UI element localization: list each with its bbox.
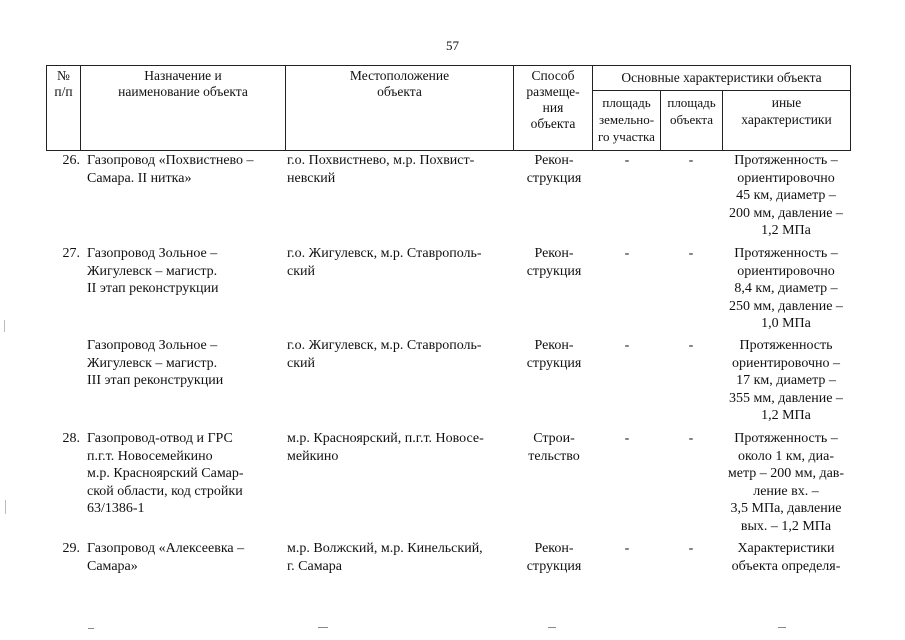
placement-method: Рекон- струкция (526, 246, 582, 279)
land-area: - (624, 338, 630, 353)
object-location: м.р. Красноярский, п.г.т. Новосе- мейкино (287, 431, 484, 464)
header-main-characteristics: Основные характеристики объекта (621, 70, 822, 85)
land-area: - (624, 541, 630, 556)
header-method: Способ размеще- ния объекта (526, 68, 580, 131)
scan-artifact (548, 627, 556, 628)
row-number: 28. (62, 431, 80, 446)
header-num: № п/п (54, 68, 73, 99)
header-land-area: площадь земельно- го участка (598, 95, 655, 144)
other-characteristics: Протяженность ориентировочно – 17 км, диаметр – 355 мм, давление – 1,2 МПа (729, 338, 843, 423)
land-area: - (624, 431, 630, 446)
placement-method: Рекон- струкция (526, 541, 582, 574)
object-area: - (688, 246, 694, 261)
scan-artifact (778, 627, 786, 628)
scan-artifact (4, 320, 5, 332)
land-area: - (624, 246, 630, 261)
page-number: 57 (446, 38, 459, 53)
other-characteristics: Характеристики объекта определя- (731, 541, 841, 574)
placement-method: Строи- тельство (528, 431, 580, 464)
object-location: г.о. Похвистнево, м.р. Похвист- невский (287, 153, 475, 186)
object-name: Газопровод Зольное – Жигулевск – магистр. III этап реконструкции (87, 338, 224, 388)
object-name: Газопровод-отвод и ГРС п.г.т. Новосемейкино м.р. Красноярский Самар- ской области, код стройки 63/1386-1 (87, 431, 244, 516)
header-name: Назначение и наименование объекта (118, 68, 248, 99)
header-other: иные характеристики (741, 95, 832, 127)
object-location: г.о. Жигулевск, м.р. Ставрополь- ский (287, 338, 482, 371)
object-name: Газопровод Зольное – Жигулевск – магистр. II этап реконструкции (87, 246, 219, 296)
land-area: - (624, 153, 630, 168)
other-characteristics: Протяженность – ориентировочно 8,4 км, диаметр – 250 мм, давление – 1,0 МПа (729, 246, 843, 331)
object-location: г.о. Жигулевск, м.р. Ставрополь- ский (287, 246, 482, 279)
scan-artifact (318, 627, 328, 628)
other-characteristics: Протяженность – ориентировочно 45 км, диаметр – 200 мм, давление – 1,2 МПа (729, 153, 843, 238)
object-name: Газопровод «Похвистнево – Самара. II нитка» (87, 153, 254, 186)
object-name: Газопровод «Алексеевка – Самара» (87, 541, 245, 574)
object-area: - (688, 541, 694, 556)
row-number: 27. (62, 246, 80, 261)
header-object-area: площадь объекта (667, 95, 716, 127)
scan-artifact (5, 500, 6, 514)
object-location: м.р. Волжский, м.р. Кинельский, г. Самара (287, 541, 483, 574)
row-number: 26. (62, 153, 80, 168)
other-characteristics: Протяженность – около 1 км, диа- метр – 200 мм, дав- ление вх. – 3,5 МПа, давление вых. – 1,2 МПа (727, 431, 845, 534)
header-col-line (850, 65, 851, 151)
header-top-border (46, 65, 851, 66)
placement-method: Рекон- струкция (526, 338, 582, 371)
header-location: Местоположение объекта (349, 68, 450, 99)
object-area: - (688, 153, 694, 168)
object-area: - (688, 338, 694, 353)
scan-artifact (88, 628, 94, 629)
header-bottom-border (46, 150, 851, 151)
object-area: - (688, 431, 694, 446)
placement-method: Рекон- струкция (526, 153, 582, 186)
row-number: 29. (62, 541, 80, 556)
